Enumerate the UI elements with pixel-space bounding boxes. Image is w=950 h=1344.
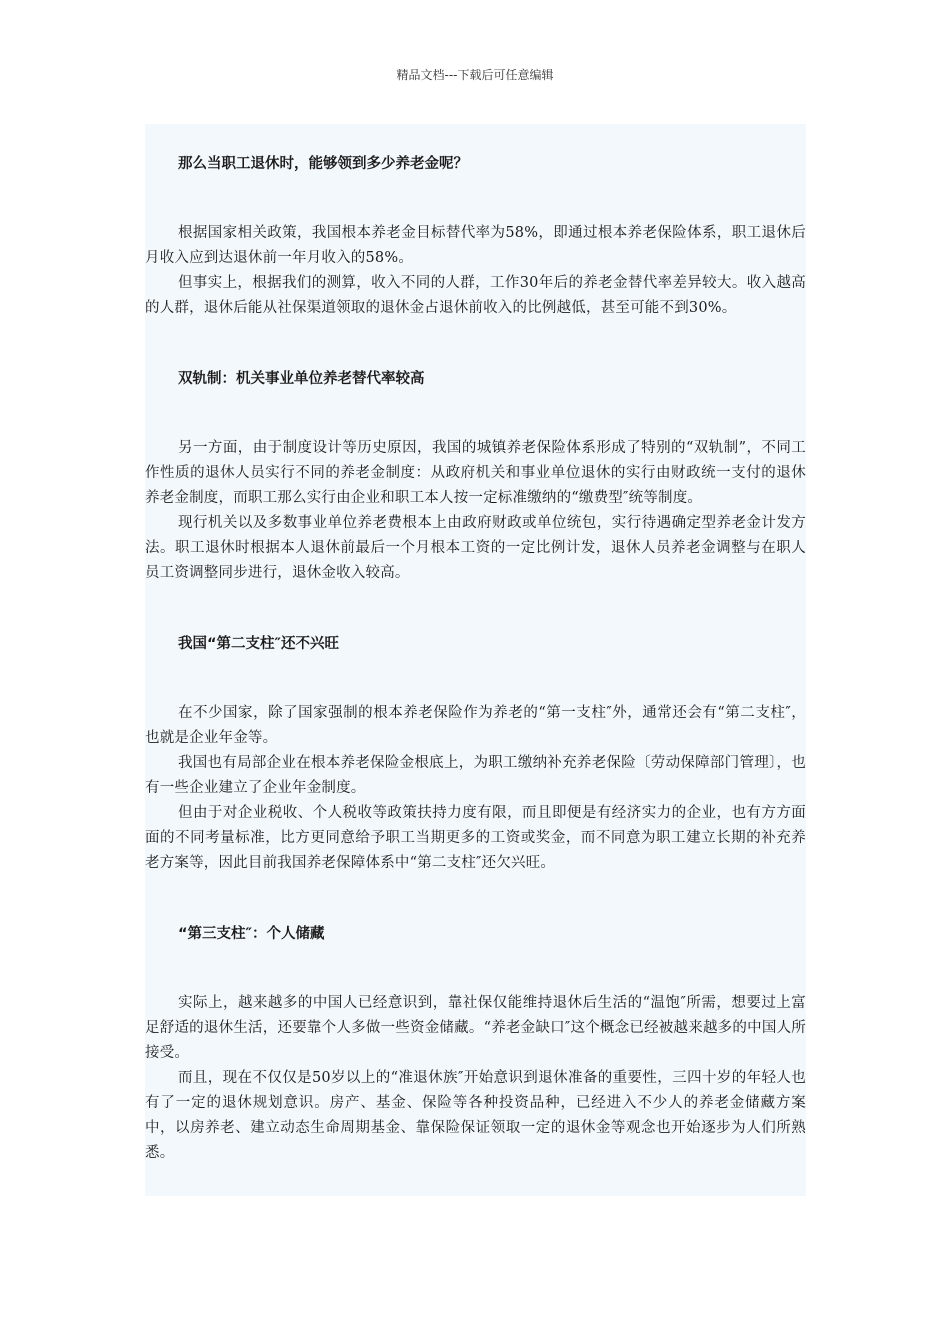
article-body [145, 124, 806, 1196]
section-heading: 那么当职工退休时，能够领到多少养老金呢？ [178, 156, 468, 172]
paragraph: 我国也有局部企业在根本养老保险金根底上，为职工缴纳补充养老保险〔劳动保障部门管理〕，也有一些企业建立了企业年金制度。 [145, 755, 806, 796]
section-heading: 我国“第二支柱″还不兴旺 [178, 636, 340, 652]
paragraph: 而且，现在不仅仅是50岁以上的“准退休族″开始意识到退休准备的重要性，三四十岁的年轻人也有了一定的退休规划意识。房产、基金、保险等各种投资品种，已经进入不少人的养老金储藏方案中，以房养老、建立动态生命周期基金、靠保险保证领取一定的退休金等观念也开始逐步为人们所熟悉。 [145, 1070, 806, 1161]
section-heading: 双轨制：机关事业单位养老替代率较高 [178, 371, 425, 387]
paragraph: 根据国家相关政策，我国根本养老金目标替代率为58%，即通过根本养老保险体系，职工退休后月收入应到达退休前一年月收入的58%。 [145, 225, 806, 266]
paragraph: 但由于对企业税收、个人税收等政策扶持力度有限，而且即便是有经济实力的企业，也有方方面面的不同考量标准，比方更同意给予职工当期更多的工资或奖金，而不同意为职工建立长期的补充养老方案等，因此目前我国养老保障体系中“第二支柱″还欠兴旺。 [145, 805, 806, 871]
page-header: 精品文档---下载后可任意编辑 [396, 68, 554, 82]
paragraph: 现行机关以及多数事业单位养老费根本上由政府财政或单位统包，实行待遇确定型养老金计发方法。职工退休时根据本人退休前最后一个月根本工资的一定比例计发，退休人员养老金调整与在职人员工资调整同步进行，退休金收入较高。 [145, 515, 806, 581]
paragraph: 另一方面，由于制度设计等历史原因，我国的城镇养老保险体系形成了特别的“双轨制”，不同工作性质的退休人员实行不同的养老金制度：从政府机关和事业单位退休的实行由财政统一支付的退休养老金制度，而职工那么实行由企业和职工本人按一定标准缴纳的“缴费型″统等制度。 [145, 440, 806, 506]
section-heading: “第三支柱″：个人储藏 [178, 926, 325, 942]
paragraph: 在不少国家，除了国家强制的根本养老保险作为养老的“第一支柱″外，通常还会有“第二支柱″，也就是企业年金等。 [145, 705, 806, 746]
paragraph: 实际上，越来越多的中国人已经意识到，靠社保仅能维持退休后生活的“温饱″所需，想要过上富足舒适的退休生活，还要靠个人多做一些资金储藏。“养老金缺口″这个概念已经被越来越多的中国人所接受。 [145, 995, 806, 1061]
paragraph: 但事实上，根据我们的测算，收入不同的人群，工作30年后的养老金替代率差异较大。收入越高的人群，退休后能从社保渠道领取的退休金占退休前收入的比例越低，甚至可能不到30%。 [145, 275, 806, 316]
